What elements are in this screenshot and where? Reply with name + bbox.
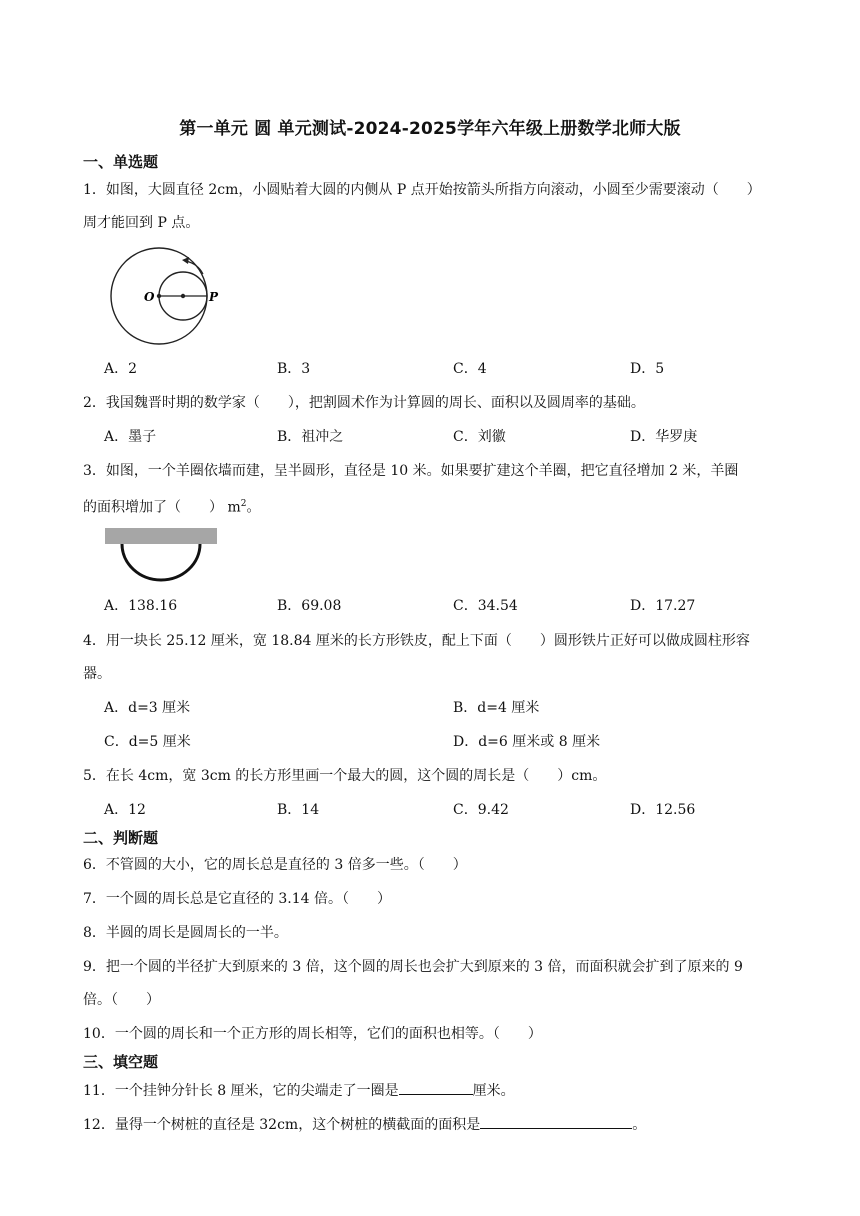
q4-option-a: A．d=3 厘米	[104, 700, 191, 716]
unit-superscript: 2	[240, 499, 247, 509]
question-7-text: 7．一个圆的周长总是它直径的 3.14 倍。（ ）	[83, 891, 391, 907]
section-heading-single-choice: 一、单选题	[83, 153, 159, 171]
question-6-text: 6．不管圆的大小，它的周长总是直径的 3 倍多一些。（ ）	[83, 857, 467, 873]
answer-blank[interactable]	[399, 1080, 473, 1095]
question-9-text: 9．把一个圆的半径扩大到原来的 3 倍，这个圆的周长也会扩大到原来的 3 倍，而面积就会扩到了原来的 9	[83, 959, 743, 975]
q1-option-a: A．2	[104, 361, 138, 377]
label-p: P	[209, 290, 219, 304]
page-title: 第一单元 圆 单元测试-2024-2025学年六年级上册数学北师大版	[179, 119, 681, 139]
q5-option-a: A．12	[104, 802, 146, 818]
question-10-text: 10．一个圆的周长和一个正方形的周长相等，它们的面积也相等。（ ）	[83, 1026, 542, 1042]
question-2-text: 2．我国魏晋时期的数学家（ ），把割圆术作为计算圆的周长、面积以及圆周率的基础。	[83, 395, 645, 411]
question-3-text-cont-main: 的面积增加了（ ） m	[83, 499, 241, 516]
question-4-text: 4．用一块长 25.12 厘米，宽 18.84 厘米的长方形铁皮，配上下面（ ）圆形铁片正好可以做成圆柱形容	[83, 633, 750, 649]
question-12-text	[83, 1114, 646, 1135]
q1-option-c: C．4	[453, 361, 487, 377]
q3-option-d: D．17.27	[630, 598, 696, 614]
question-11-text-before: 11．一个挂钟分针长 8 厘米，它的尖端走了一圈是	[83, 1083, 399, 1099]
q2-option-a: A．墨子	[104, 429, 157, 445]
q4-option-d: D．d=6 厘米或 8 厘米	[453, 734, 601, 750]
question-1-text: 1．如图，大圆直径 2cm，小圆贴着大圆的内侧从 P 点开始按箭头所指方向滚动，小圆至少需要滚动（ ）	[83, 182, 761, 198]
q4-option-b: B．d=4 厘米	[453, 700, 540, 716]
small-circle-center	[181, 294, 185, 298]
section-heading-fill-blank: 三、填空题	[83, 1053, 159, 1071]
q5-option-c: C．9.42	[453, 802, 509, 818]
center-point-o	[157, 294, 161, 298]
q3-option-c: C．34.54	[453, 598, 518, 614]
q2-option-d: D．华罗庚	[630, 429, 698, 445]
question-12-text-after: 。	[632, 1117, 647, 1133]
question-3-text: 3．如图，一个羊圈依墙而建，呈半圆形，直径是 10 米。如果要扩建这个羊圈，把它直径增加 2 米，羊圈	[83, 463, 739, 479]
question-3-text-cont	[83, 494, 260, 518]
answer-blank[interactable]	[480, 1114, 632, 1129]
label-o: O	[144, 290, 155, 304]
question-1-text-cont: 周才能回到 P 点。	[83, 215, 200, 231]
question-11-text	[83, 1080, 515, 1101]
q5-option-b: B．14	[277, 802, 320, 818]
question-3-text-cont-end: 。	[246, 499, 261, 516]
question-1-figure	[106, 246, 226, 346]
q2-option-c: C．刘徽	[453, 429, 506, 445]
q3-option-a: A．138.16	[104, 598, 178, 614]
question-9-text-cont: 倍。（ ）	[83, 992, 160, 1008]
section-heading-true-false: 二、判断题	[83, 829, 159, 847]
question-8-text: 8．半圆的周长是圆周长的一半。	[83, 925, 288, 941]
question-12-text-before: 12．量得一个树桩的直径是 32cm，这个树桩的横截面的面积是	[83, 1117, 481, 1133]
q3-option-b: B．69.08	[277, 598, 342, 614]
question-11-text-after: 厘米。	[472, 1083, 515, 1099]
q1-option-b: B．3	[277, 361, 311, 377]
q5-option-d: D．12.56	[630, 802, 696, 818]
question-4-text-cont: 器。	[83, 666, 111, 682]
question-5-text: 5．在长 4cm，宽 3cm 的长方形里画一个最大的圆，这个圆的周长是（ ）cm。	[83, 768, 607, 784]
wall	[105, 528, 217, 544]
q4-option-c: C．d=5 厘米	[104, 734, 191, 750]
question-3-figure	[104, 527, 220, 587]
q1-option-d: D．5	[630, 361, 665, 377]
q2-option-b: B．祖冲之	[277, 429, 344, 445]
arrow-head	[182, 257, 189, 264]
semicircle-pen	[122, 544, 200, 580]
